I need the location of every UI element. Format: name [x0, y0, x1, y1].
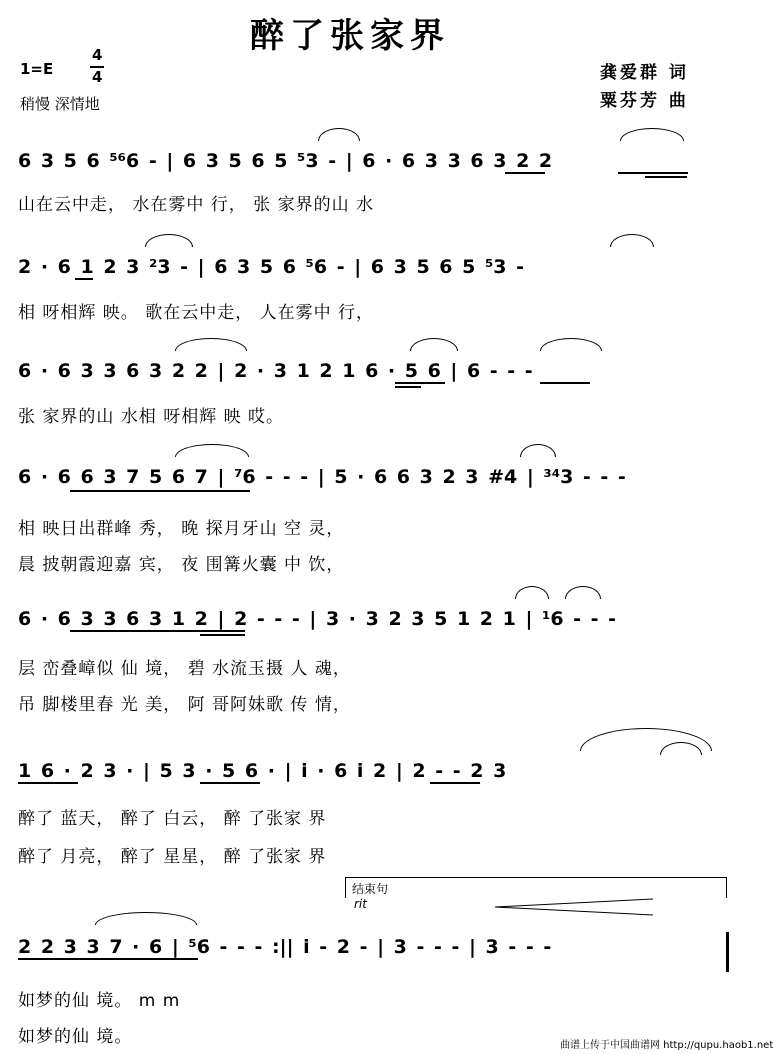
- underline: [395, 382, 445, 384]
- underline: [200, 634, 245, 636]
- underline: [18, 782, 78, 784]
- score-row-3: 6 · 6 3 3 6 3 2 2 | 2 · 3 1 2 1 6 · 5 6 | 6 - - -: [18, 360, 533, 382]
- rit-label: rit: [354, 897, 367, 911]
- underline: [75, 278, 93, 280]
- decrescendo-hairpin: [495, 897, 655, 917]
- lyric-row-6b: 醉了 月亮， 醉了 星星， 醉 了张家 界: [18, 847, 327, 867]
- slur: [620, 128, 684, 141]
- lyric-row-5b: 吊 脚楼里春 光 美， 阿 哥阿妹歌 传 情，: [18, 695, 351, 715]
- ending-label: 结束句: [352, 882, 389, 896]
- slur: [610, 234, 654, 247]
- lyric-row-3: 张 家界的山 水相 呀相辉 映 哎。: [18, 407, 285, 427]
- page-title: 醉了张家界: [250, 16, 450, 56]
- underline: [618, 172, 688, 174]
- score-row-6: 1 6 · 2 3 · | 5 3 · 5 6 · | i · 6 i 2 | 2 - - 2 3: [18, 760, 507, 782]
- score-row-5: 6 · 6 3 3 6 3 1 2 | 2 - - - | 3 · 3 2 3 5 1 2 1 | ¹6 - - -: [18, 608, 617, 630]
- slur: [520, 444, 556, 457]
- lyric-row-6a: 醉了 蓝天， 醉了 白云， 醉 了张家 界: [18, 809, 327, 829]
- lyric-row-4b: 晨 披朝霞迎嘉 宾， 夜 围篝火囊 中 饮，: [18, 555, 345, 575]
- underline: [70, 630, 245, 632]
- underline: [395, 386, 421, 388]
- underline: [200, 782, 260, 784]
- underline: [18, 958, 198, 960]
- underline: [540, 382, 590, 384]
- slur: [175, 338, 247, 351]
- lyric-row-7a: 如梦的仙 境。 m m: [18, 991, 181, 1011]
- slur: [145, 234, 193, 247]
- time-signature-top: 4: [92, 46, 103, 64]
- ending-bracket: [345, 877, 727, 898]
- slur: [95, 912, 197, 925]
- time-signature-bottom: 4: [92, 68, 103, 86]
- underline: [505, 172, 545, 174]
- score-row-7: 2 2 3 3 7 · 6 | ⁵6 - - - :|| i - 2 - | 3 - - - | 3 - - -: [18, 936, 552, 958]
- score-row-2: 2 · 6 1 2 3 ²3 - | 6 3 5 6 ⁵6 - | 6 3 5 6 5 ⁵3 -: [18, 256, 524, 278]
- slur: [175, 444, 249, 457]
- score-row-4: 6 · 6 6 3 7 5 6 7 | ⁷6 - - - | 5 · 6 6 3 2 3 #4 | ³⁴3 - - -: [18, 466, 626, 488]
- tempo-marking: 稍慢 深情地: [20, 95, 100, 113]
- lyric-row-4a: 相 映日出群峰 秀， 晚 探月牙山 空 灵，: [18, 519, 345, 539]
- underline: [645, 176, 687, 178]
- lyric-row-7b: 如梦的仙 境。: [18, 1027, 133, 1047]
- bar-line: [726, 932, 729, 972]
- lyric-row-2: 相 呀相辉 映。 歌在云中走， 人在雾中 行，: [18, 303, 375, 323]
- slur: [410, 338, 458, 351]
- key-signature: 1=E: [20, 60, 54, 78]
- underline: [430, 782, 480, 784]
- lyricist-credit: 龚爱群 词: [600, 63, 689, 83]
- slur: [515, 586, 549, 599]
- slur: [565, 586, 601, 599]
- underline: [70, 490, 250, 492]
- lyric-row-5a: 层 峦叠嶂似 仙 境， 碧 水流玉摄 人 魂，: [18, 659, 351, 679]
- slur: [318, 128, 360, 141]
- footer-watermark: 曲谱上传于中国曲谱网 http://qupu.haob1.net: [560, 1040, 773, 1051]
- composer-credit: 粟芬芳 曲: [600, 91, 689, 111]
- slur: [540, 338, 602, 351]
- score-row-1: 6 3 5 6 ⁵⁶6 - | 6 3 5 6 5 ⁵3 - | 6 · 6 3 3 6 3 2 2: [18, 150, 553, 172]
- lyric-row-1: 山在云中走， 水在雾中 行， 张 家界的山 水: [18, 195, 375, 215]
